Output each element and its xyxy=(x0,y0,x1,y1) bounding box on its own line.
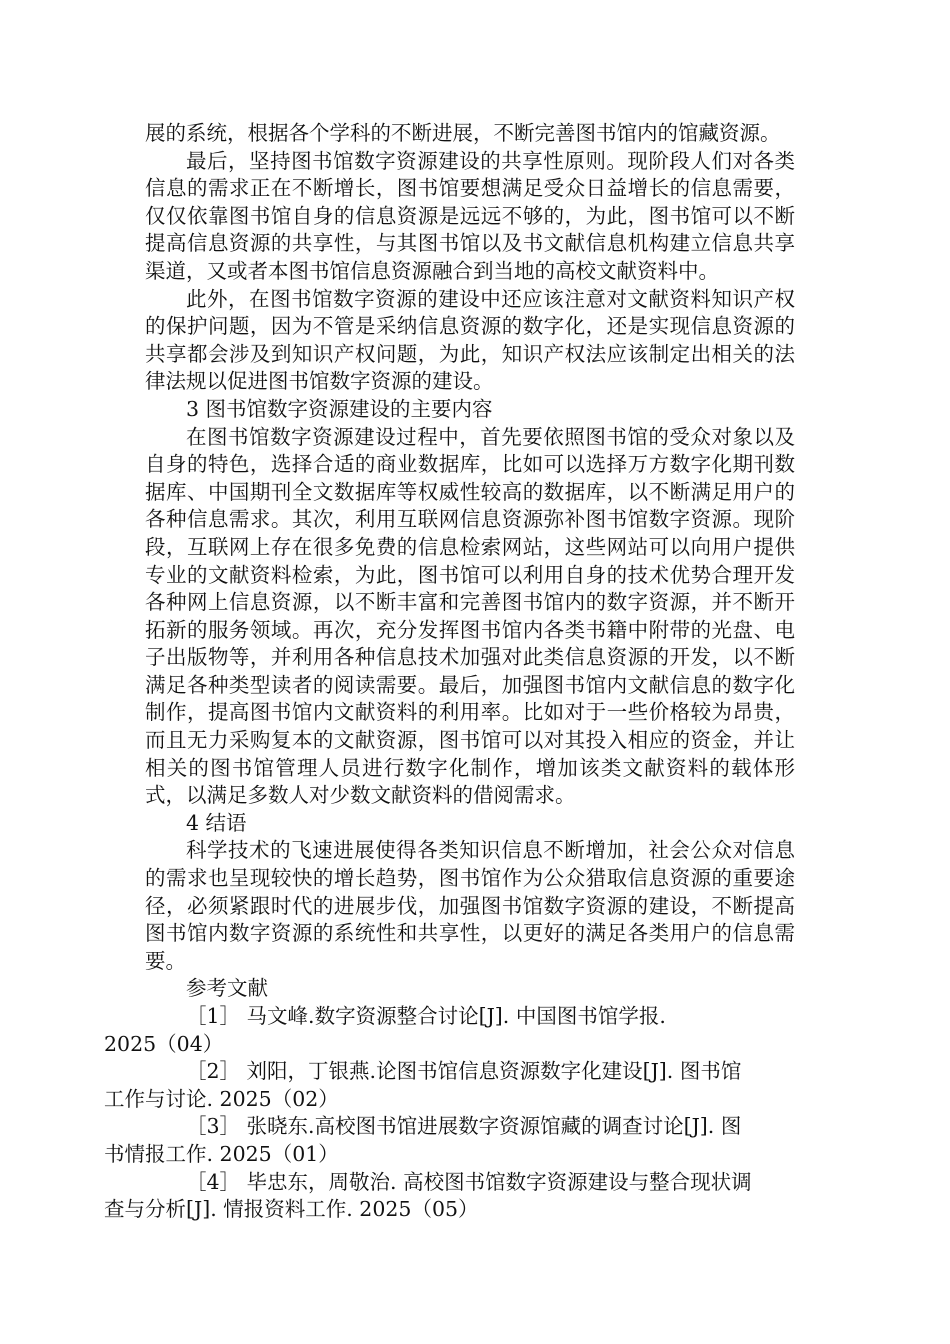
reference-line-1: ［3］ 张晓东.高校图书馆进展数字资源馆藏的调查讨论[J]. 图 xyxy=(186,1114,742,1139)
reference-line-2: 工作与讨论. 2025（02） xyxy=(104,1086,339,1111)
section-heading-3: 3 图书馆数字资源建设的主要内容 xyxy=(186,396,493,421)
reference-line-1: ［1］ 马文峰.数字资源整合讨论[J]. 中国图书馆学报. xyxy=(186,1004,666,1028)
reference-line-1: ［2］ 刘阳，丁银燕.论图书馆信息资源数字化建设[J]. 图书馆 xyxy=(186,1059,742,1084)
paragraph-intellectual-property: 此外，在图书馆数字资源的建设中还应该注意对文献资料知识产权的保护问题，因为不管是采纳信息资源的数字化，还是实现信息资源的共享都会涉及到知识产权问题，为此，知识产权法应该制定出相关的法律法规以促进图书馆数字资源的建设。 xyxy=(145,286,795,394)
reference-line-2: 书情报工作. 2025（01） xyxy=(104,1141,339,1166)
reference-item xyxy=(104,1003,795,1058)
paragraph-continuation: 展的系统，根据各个学科的不断进展，不断完善图书馆内的馆藏资源。 xyxy=(145,121,781,145)
section-heading-4: 4 结语 xyxy=(186,810,247,835)
reference-line-1: ［4］ 毕忠东，周敬治. 高校图书馆数字资源建设与整合现状调 xyxy=(186,1169,752,1194)
references-title: 参考文献 xyxy=(186,976,268,1001)
document-page xyxy=(104,120,795,1224)
reference-line-2: 2025（04） xyxy=(104,1031,224,1056)
reference-item xyxy=(104,1113,795,1168)
reference-line-2: 查与分析[J]. 情报资料工作. 2025（05） xyxy=(104,1197,479,1222)
reference-item xyxy=(104,1058,795,1113)
paragraph-conclusion: 科学技术的飞速进展使得各类知识信息不断增加，社会公众对信息的需求也呈现较快的增长趋势，图书馆作为公众猎取信息资源的重要途径，必须紧跟时代的进展步伐，加强图书馆数字资源的建设，不断提高图书馆内数字资源的系统性和共享性，以更好的满足各类用户的信息需要。 xyxy=(145,838,795,973)
paragraph-main-content: 在图书馆数字资源建设过程中，首先要依照图书馆的受众对象以及自身的特色，选择合适的商业数据库，比如可以选择万方数字化期刊数据库、中国期刊全文数据库等权威性较高的数据库，以不断满足用户的各种信息需求。其次，利用互联网信息资源弥补图书馆数字资源。现阶段，互联网上存在很多免费的信息检索网站，这些网站可以向用户提供专业的文献资料检索，为此，图书馆可以利用自身的技术优势合理开发各种网上信息资源，以不断丰富和完善图书馆内的数字资源，并不断开拓新的服务领域。再次，充分发挥图书馆内各类书籍中附带的光盘、电子出版物等，并利用各种信息技术加强对此类信息资源的开发，以不断满足各种类型读者的阅读需要。最后，加强图书馆内文献信息的数字化制作，提高图书馆内文献资料的利用率。比如对于一些价格较为昂贵，而且无力采购复本的文献资源，图书馆可以对其投入相应的资金，并让相关的图书馆管理人员进行数字化制作，增加该类文献资料的载体形式，以满足多数人对少数文献资料的借阅需求。 xyxy=(145,424,795,808)
reference-item xyxy=(104,1169,795,1224)
paragraph-sharing-principle: 最后，坚持图书馆数字资源建设的共享性原则。现阶段人们对各类信息的需求正在不断增长，图书馆要想满足受众日益增长的信息需要，仅仅依靠图书馆自身的信息资源是远远不够的，为此，图书馆可以不断提高信息资源的共享性，与其图书馆以及书文献信息机构建立信息共享渠道，又或者本图书馆信息资源融合到当地的高校文献资料中。 xyxy=(145,148,795,283)
